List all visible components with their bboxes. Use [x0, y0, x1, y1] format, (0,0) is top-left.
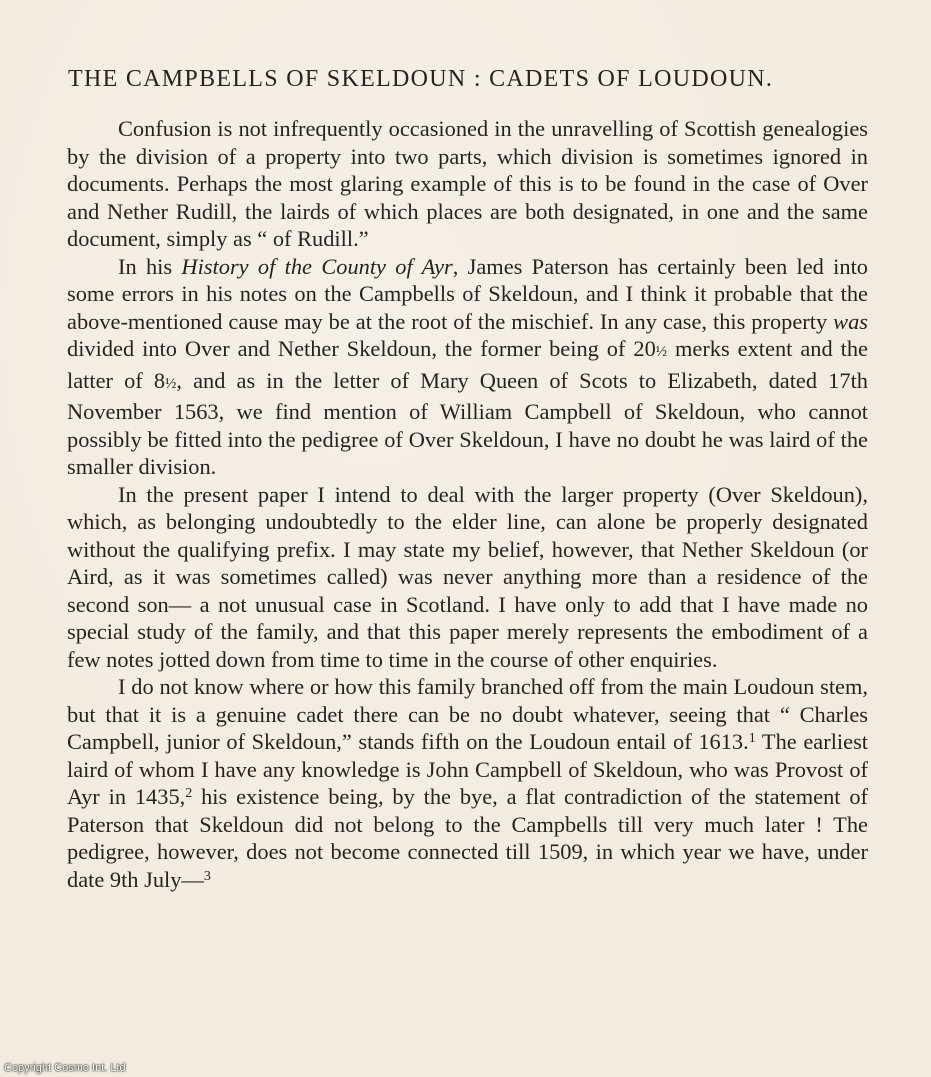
paragraph-3: In the present paper I intend to deal with the larger property (Over Skeldoun), which, as belonging undoubtedly to the elder line, can alone be properly designated without the qualifying prefix. I may state my belief, however, that Nether Skeldoun (or Aird, as it was sometimes called) was never anything more than a residence of the second son— a not unusual case in Scotland. I have only to add that I have made no special study of the family, and that this paper merely represents the embodiment of a few notes jotted down from time to time in the course of other enquiries. [67, 481, 868, 672]
paragraph-4 [67, 673, 868, 893]
fraction-half-1: ½ [655, 344, 668, 360]
emphasis-italic: was [833, 308, 868, 334]
paragraph-2-text-d: merks extent and the latter of 8 [67, 336, 868, 393]
book-title-italic: History of the County of Ayr [181, 253, 453, 279]
article-title: THE CAMPBELLS OF SKELDOUN : CADETS OF LOUDOUN. [68, 66, 774, 92]
article-body [67, 115, 868, 893]
paragraph-1: Confusion is not infrequently occasioned in the unravelling of Scottish genealogies by the division of a property into two parts, which division is sometimes ignored in documents. Perhaps the most glaring example of this is to be found in the case of Over and Nether Rudill, the lairds of which places are both designated, in one and the same document, simply as “ of Rudill.” [67, 116, 868, 251]
paragraph-4-text-a: I do not know where or how this family branched off from the main Loudoun stem, but that it is a genuine cadet there can be no doubt whatever, seeing that “ Charles Campbell, junior of Skeldoun,” stands fifth on the Loudoun entail of 1613. [67, 674, 868, 754]
paragraph-2-text-e: , and as in the letter of Mary Queen of Scots to Elizabeth, dated 17th November 1563, we find mention of William Campbell of Skeldoun, who cannot possibly be fitted into the pedigree of Over Skeldoun, I have no doubt he was laird of the smaller division. [67, 367, 868, 479]
paragraph-2-text-b: , James Paterson has certainly been led into some errors in his notes on the Campbells of Skeldoun, and I think it probable that the above-mentioned cause may be at the root of the mischief. In any case, this property [67, 253, 868, 334]
paragraph-2 [67, 253, 868, 481]
footnote-ref-2: 2 [185, 786, 193, 801]
paragraph-4-text-b: The earliest laird of whom I have any knowledge is John Campbell of Skeldoun, who was Provost of Ayr in 1435, [67, 729, 869, 809]
footnote-ref-3: 3 [203, 868, 211, 884]
fraction-half-2: ½ [165, 375, 177, 392]
copyright-watermark: Copyright Cosmo Int. Ltd [4, 1062, 126, 1074]
paragraph-2-text-a: In his [118, 253, 182, 279]
paragraph-4-text-c: his existence being, by the bye, a flat contradiction of the statement of Paterson that Skeldoun did not belong to the Campbells till very much later ! The pedigree, however, does not become connected till 1509, in which year we have, under date 9th July— [67, 784, 868, 892]
footnote-ref-1: 1 [748, 731, 756, 746]
paragraph-2-text-c: divided into Over and Nether Skeldoun, the former being of 20 [67, 336, 656, 361]
